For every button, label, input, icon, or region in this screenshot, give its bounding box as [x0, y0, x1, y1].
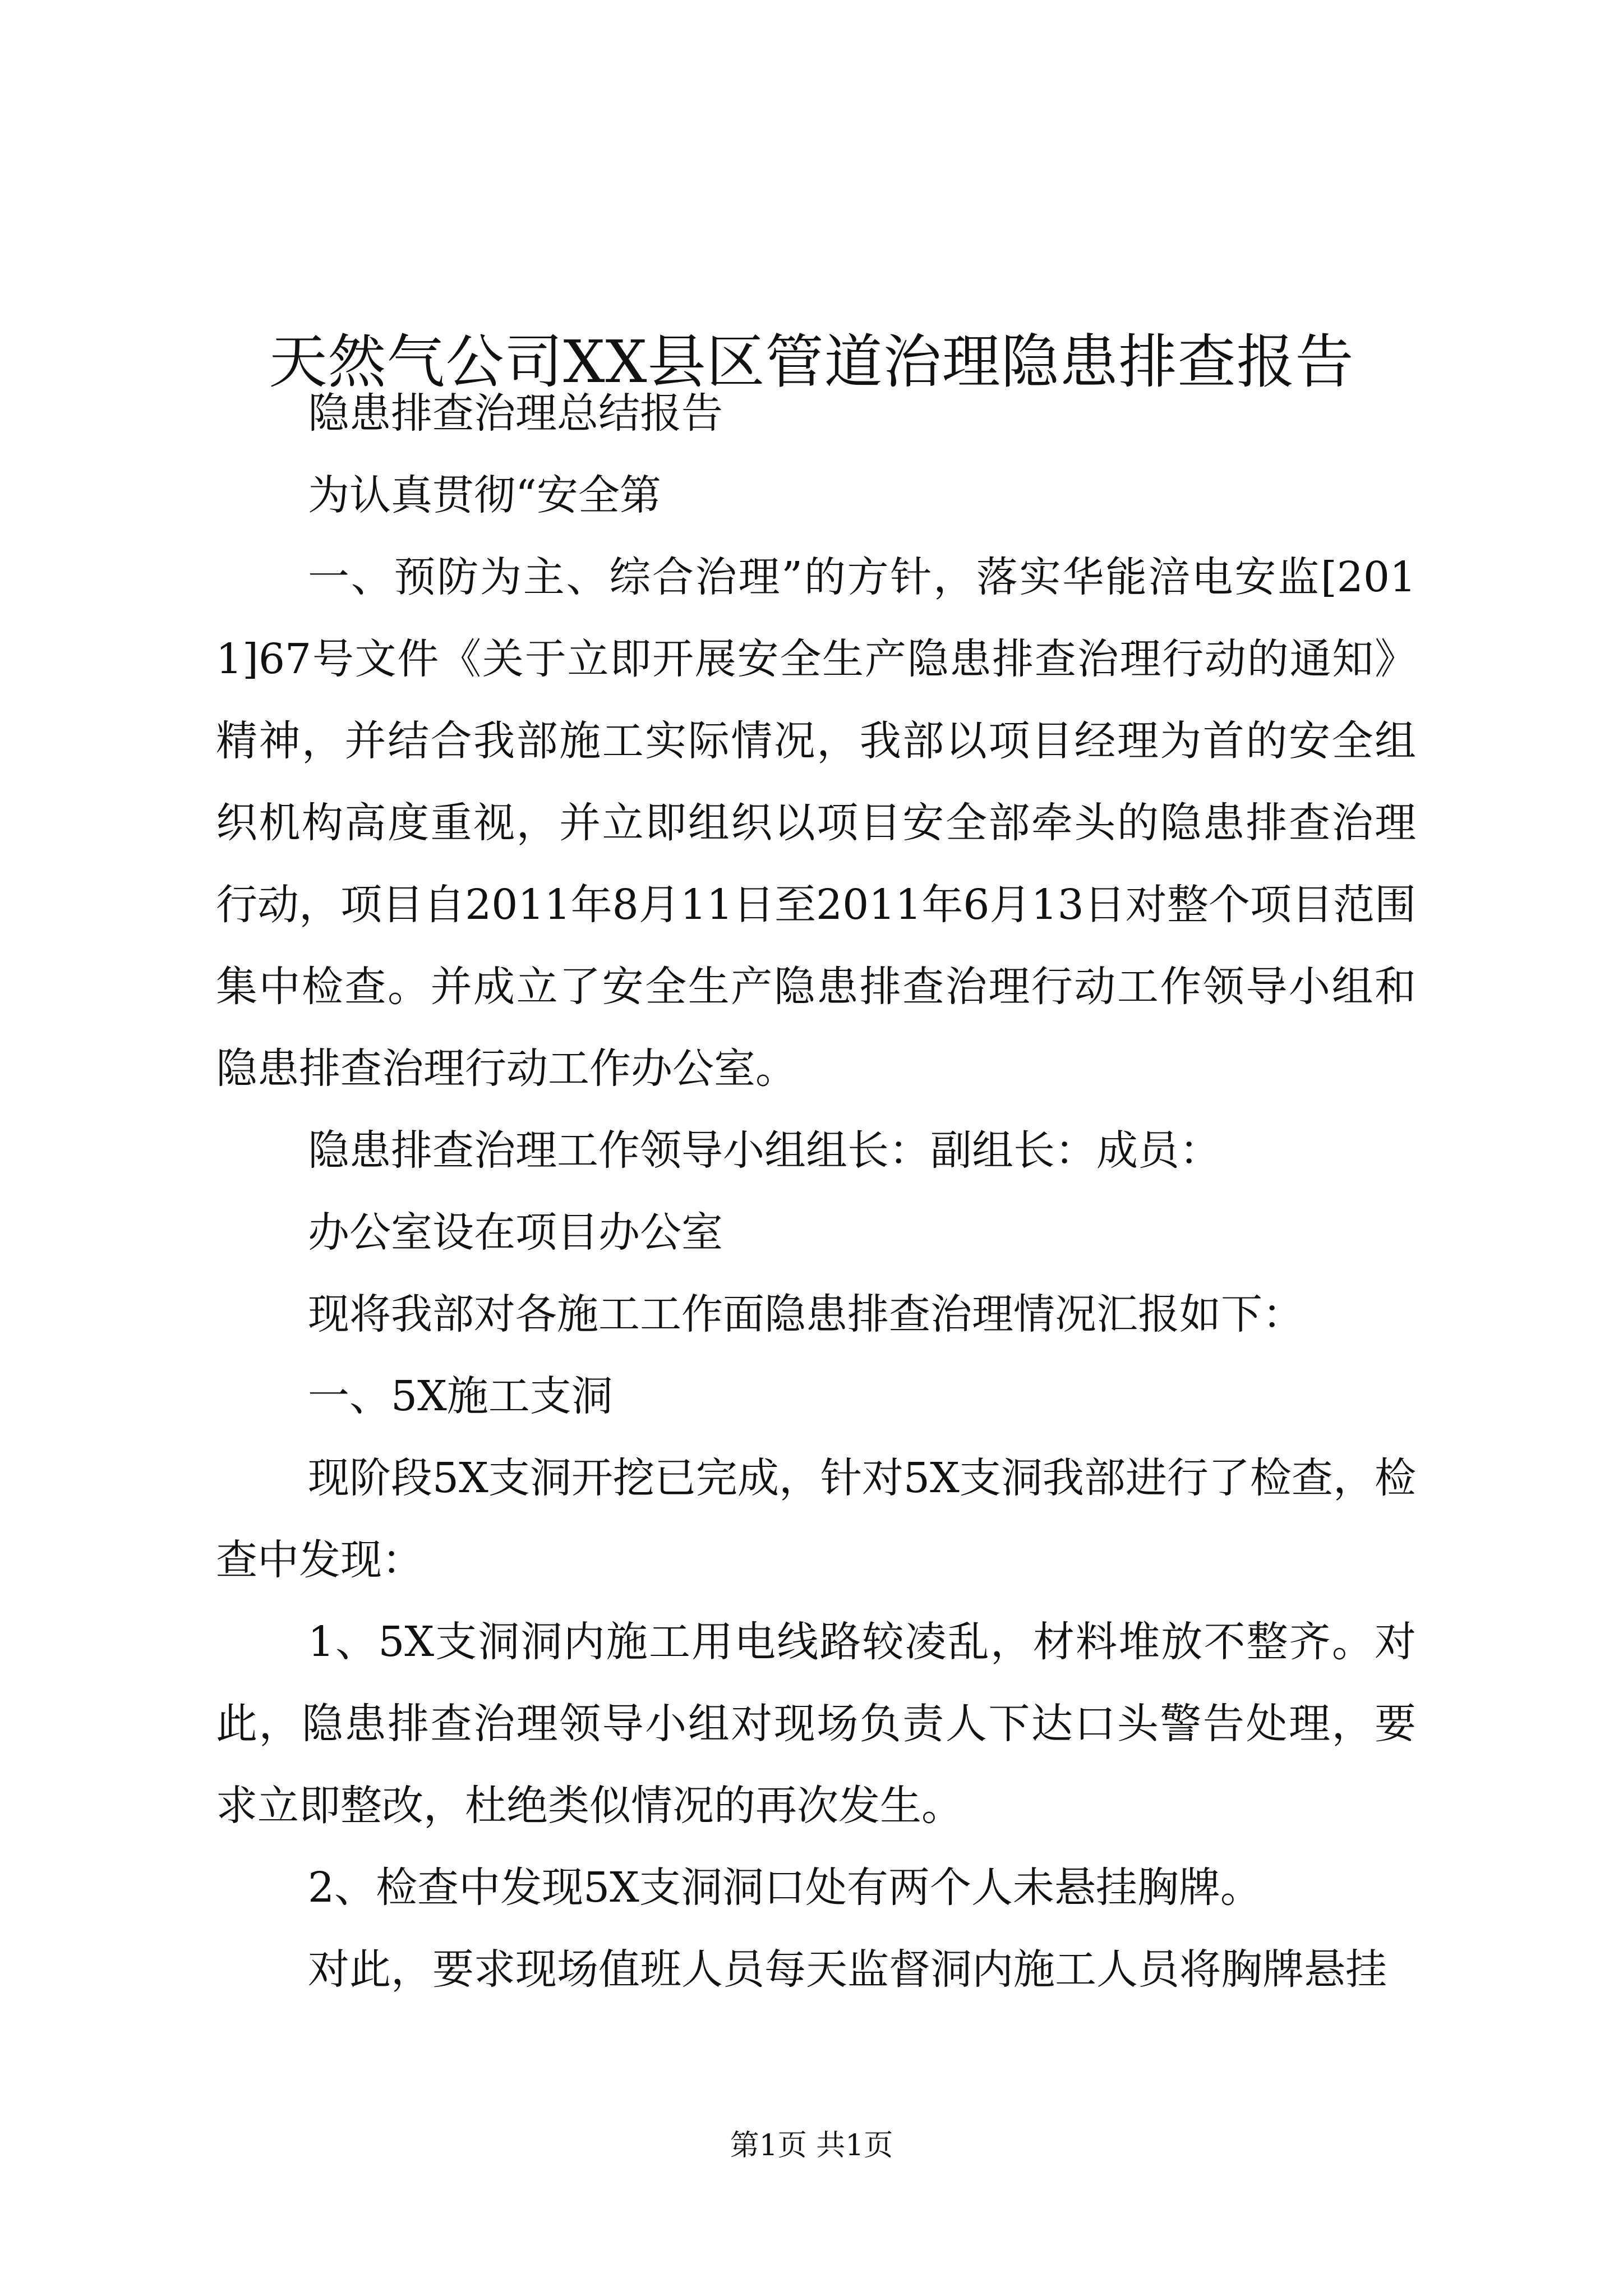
page-footer: 第1页 共1页 [730, 2129, 893, 2162]
paragraph-leadership-group: 隐患排查治理工作领导小组组长：副组长：成员： [308, 1126, 1221, 1175]
paragraph-finding-1: 1、5X支洞洞内施工用电线路较凌乱，材料堆放不整齐。对此，隐患排查治理领导小组对现场负责人下达口头警告处理，要求立即整改，杜绝类似情况的再次发生。 [216, 1618, 1416, 1830]
paragraph-report-intro: 现将我部对各施工工作面隐患排查治理情况汇报如下： [308, 1290, 1304, 1338]
section-heading-5x-tunnel: 一、5X施工支洞 [308, 1372, 613, 1420]
paragraph-finding-2: 2、检查中发现5X支洞洞口处有两个人未悬挂胸牌。 [308, 1864, 1262, 1912]
paragraph-office: 办公室设在项目办公室 [308, 1208, 723, 1257]
document-body [216, 372, 1416, 2010]
paragraph-summary-heading: 隐患排查治理总结报告 [308, 389, 723, 438]
paragraph-remedy: 对此，要求现场值班人员每天监督洞内施工人员将胸牌悬挂 [308, 1945, 1387, 1994]
paragraph-intro: 为认真贯彻“安全第 [308, 471, 661, 519]
paragraph-inspection: 现阶段5X支洞开挖已完成，针对5X支洞我部进行了检查，检查中发现： [216, 1454, 1416, 1584]
paragraph-policy: 一、预防为主、综合治理”的方针，落实华能涪电安监[2011]67号文件《关于立即开展安全生产隐患排查治理行动的通知》精神，并结合我部施工实际情况，我部以项目经理为首的安全组织机构高度重视，并立即组织以项目安全部牵头的隐患排查治理行动，项目自2011年8月11日至2011年6月13日对整个项目范围集中检查。并成立了安全生产隐患排查治理行动工作领导小组和隐患排查治理行动工作办公室。 [216, 553, 1416, 1093]
document-title: 天然气公司XX县区管道治理隐患排查报告 [269, 327, 1354, 396]
